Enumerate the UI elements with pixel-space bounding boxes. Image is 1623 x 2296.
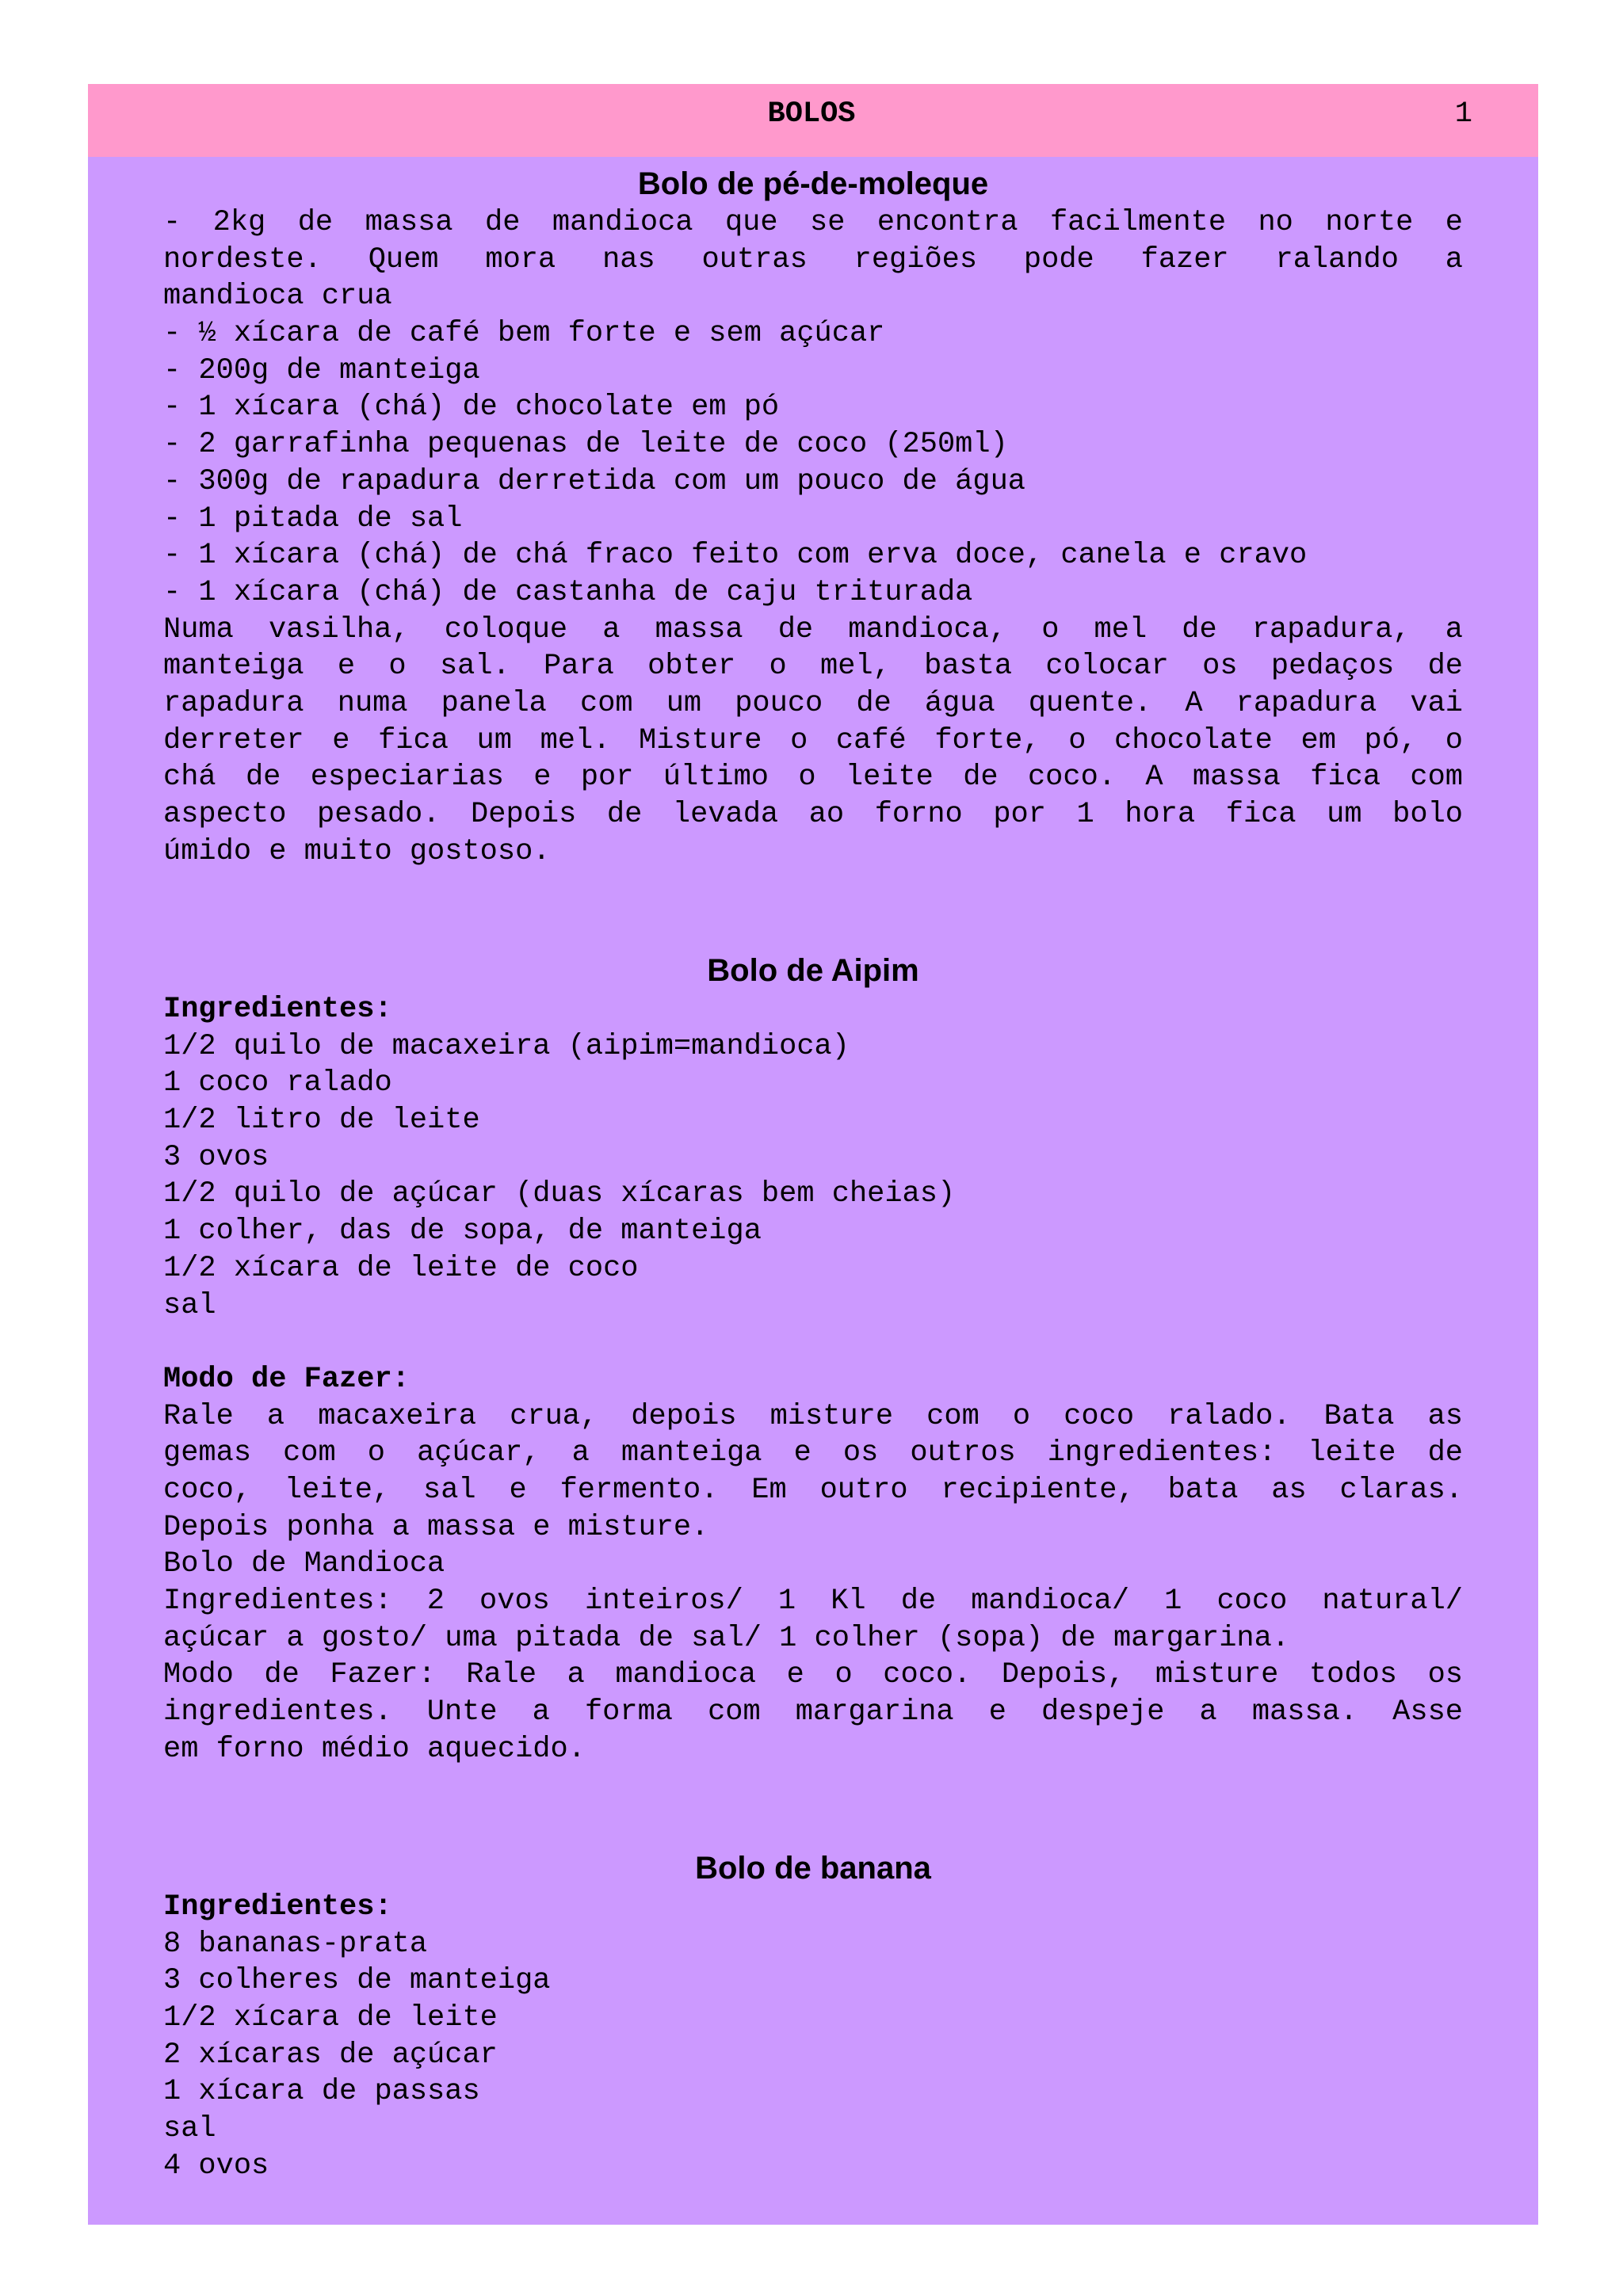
ingredient-item: sal	[163, 2112, 216, 2146]
recipe-line: - 2kg de massa de mandioca que se encontra facilmente no norte e	[163, 206, 1463, 239]
recipe-line: - 2 garrafinha pequenas de leite de coco (250ml)	[163, 428, 1008, 462]
method-line: Ingredientes: 2 ovos inteiros/ 1 Kl de mandioca/ 1 coco natural/	[163, 1585, 1463, 1618]
method-heading: Modo de Fazer:	[163, 1362, 410, 1396]
method-line: coco, leite, sal e fermento. Em outro recipiente, bata as claras.	[163, 1473, 1463, 1507]
ingredient-item: 1/2 xícara de leite	[163, 2001, 498, 2035]
blank-line	[163, 1324, 1463, 1361]
method-line: gemas com o açúcar, a manteiga e os outros ingredientes: leite de	[163, 1436, 1463, 1470]
method-line: Depois ponha a massa e misture.	[163, 1510, 709, 1544]
ingredient-item: 1 coco ralado	[163, 1066, 392, 1100]
recipe-pe-de-moleque	[163, 163, 1463, 870]
recipe-title: Bolo de pé-de-moleque	[637, 166, 989, 201]
ingredient-item: 1/2 quilo de macaxeira (aipim=mandioca)	[163, 1029, 850, 1063]
method-line: Rale a macaxeira crua, depois misture com o coco ralado. Bata as	[163, 1399, 1463, 1433]
recipe-line: mandioca crua	[163, 280, 392, 314]
recipe-aipim	[163, 950, 1463, 1768]
recipe-line: Numa vasilha, coloque a massa de mandioca, o mel de rapadura, a	[163, 612, 1463, 646]
recipe-line: nordeste. Quem mora nas outras regiões pode fazer ralando a	[163, 242, 1463, 277]
ingredient-item: 4 ovos	[163, 2149, 269, 2183]
header-title: BOLOS	[767, 97, 856, 131]
ingredient-item: 3 ovos	[163, 1140, 269, 1174]
recipe-line: úmido e muito gostoso.	[163, 834, 551, 868]
ingredient-item: 2 xícaras de açúcar	[163, 2038, 498, 2072]
recipe-line: - 1 pitada de sal	[163, 502, 463, 536]
recipe-title: Bolo de banana	[695, 1851, 931, 1886]
ingredients-heading: Ingredientes:	[163, 1890, 392, 1924]
method-line: Modo de Fazer: Rale a mandioca e o coco. Depois, misture todos os	[163, 1658, 1463, 1692]
method-line: açúcar a gosto/ uma pitada de sal/ 1 colher (sopa) de margarina.	[163, 1621, 1290, 1655]
ingredients-heading: Ingredientes:	[163, 993, 392, 1026]
ingredient-item: 1 colher, das de sopa, de manteiga	[163, 1215, 762, 1249]
ingredient-item: sal	[163, 1288, 216, 1322]
recipe-line: rapadura numa panela com um pouco de água quente. A rapadura vai	[163, 686, 1463, 720]
ingredient-item: 1/2 xícara de leite de coco	[163, 1251, 639, 1285]
recipe-line: - 1 xícara (chá) de chá fraco feito com erva doce, canela e cravo	[163, 539, 1308, 573]
recipe-line: aspecto pesado. Depois de levada ao forno por 1 hora fica um bolo	[163, 798, 1463, 831]
ingredient-item: 1 xícara de passas	[163, 2075, 480, 2109]
recipe-line: chá de especiarias e por último o leite de coco. A massa fica com	[163, 761, 1463, 795]
method-line: Bolo de Mandioca	[163, 1547, 445, 1581]
ingredient-item: 1/2 litro de leite	[163, 1104, 480, 1138]
recipe-title: Bolo de Aipim	[707, 953, 919, 988]
ingredient-item: 1/2 quilo de açúcar (duas xícaras bem cheias)	[163, 1177, 956, 1211]
recipe-line: - 200g de manteiga	[163, 353, 480, 387]
recipe-line: - ½ xícara de café bem forte e sem açúcar	[163, 317, 885, 351]
recipe-line: - 1 xícara (chá) de castanha de caju triturada	[163, 575, 973, 609]
recipe-line: manteiga e o sal. Para obter o mel, basta colocar os pedaços de	[163, 650, 1463, 684]
recipe-line: - 300g de rapadura derretida com um pouco de água	[163, 464, 1025, 498]
recipe-line: - 1 xícara (chá) de chocolate em pó	[163, 391, 780, 425]
recipe-banana	[163, 1848, 1463, 2185]
method-line: em forno médio aquecido.	[163, 1732, 586, 1766]
ingredient-item: 8 bananas-prata	[163, 1927, 428, 1961]
ingredient-item: 3 colheres de manteiga	[163, 1964, 551, 1998]
recipe-line: derreter e fica um mel. Misture o café forte, o chocolate em pó, o	[163, 723, 1463, 757]
page-number: 1	[1454, 97, 1472, 131]
method-line: ingredientes. Unte a forma com margarina e despeje a massa. Asse	[163, 1695, 1463, 1730]
